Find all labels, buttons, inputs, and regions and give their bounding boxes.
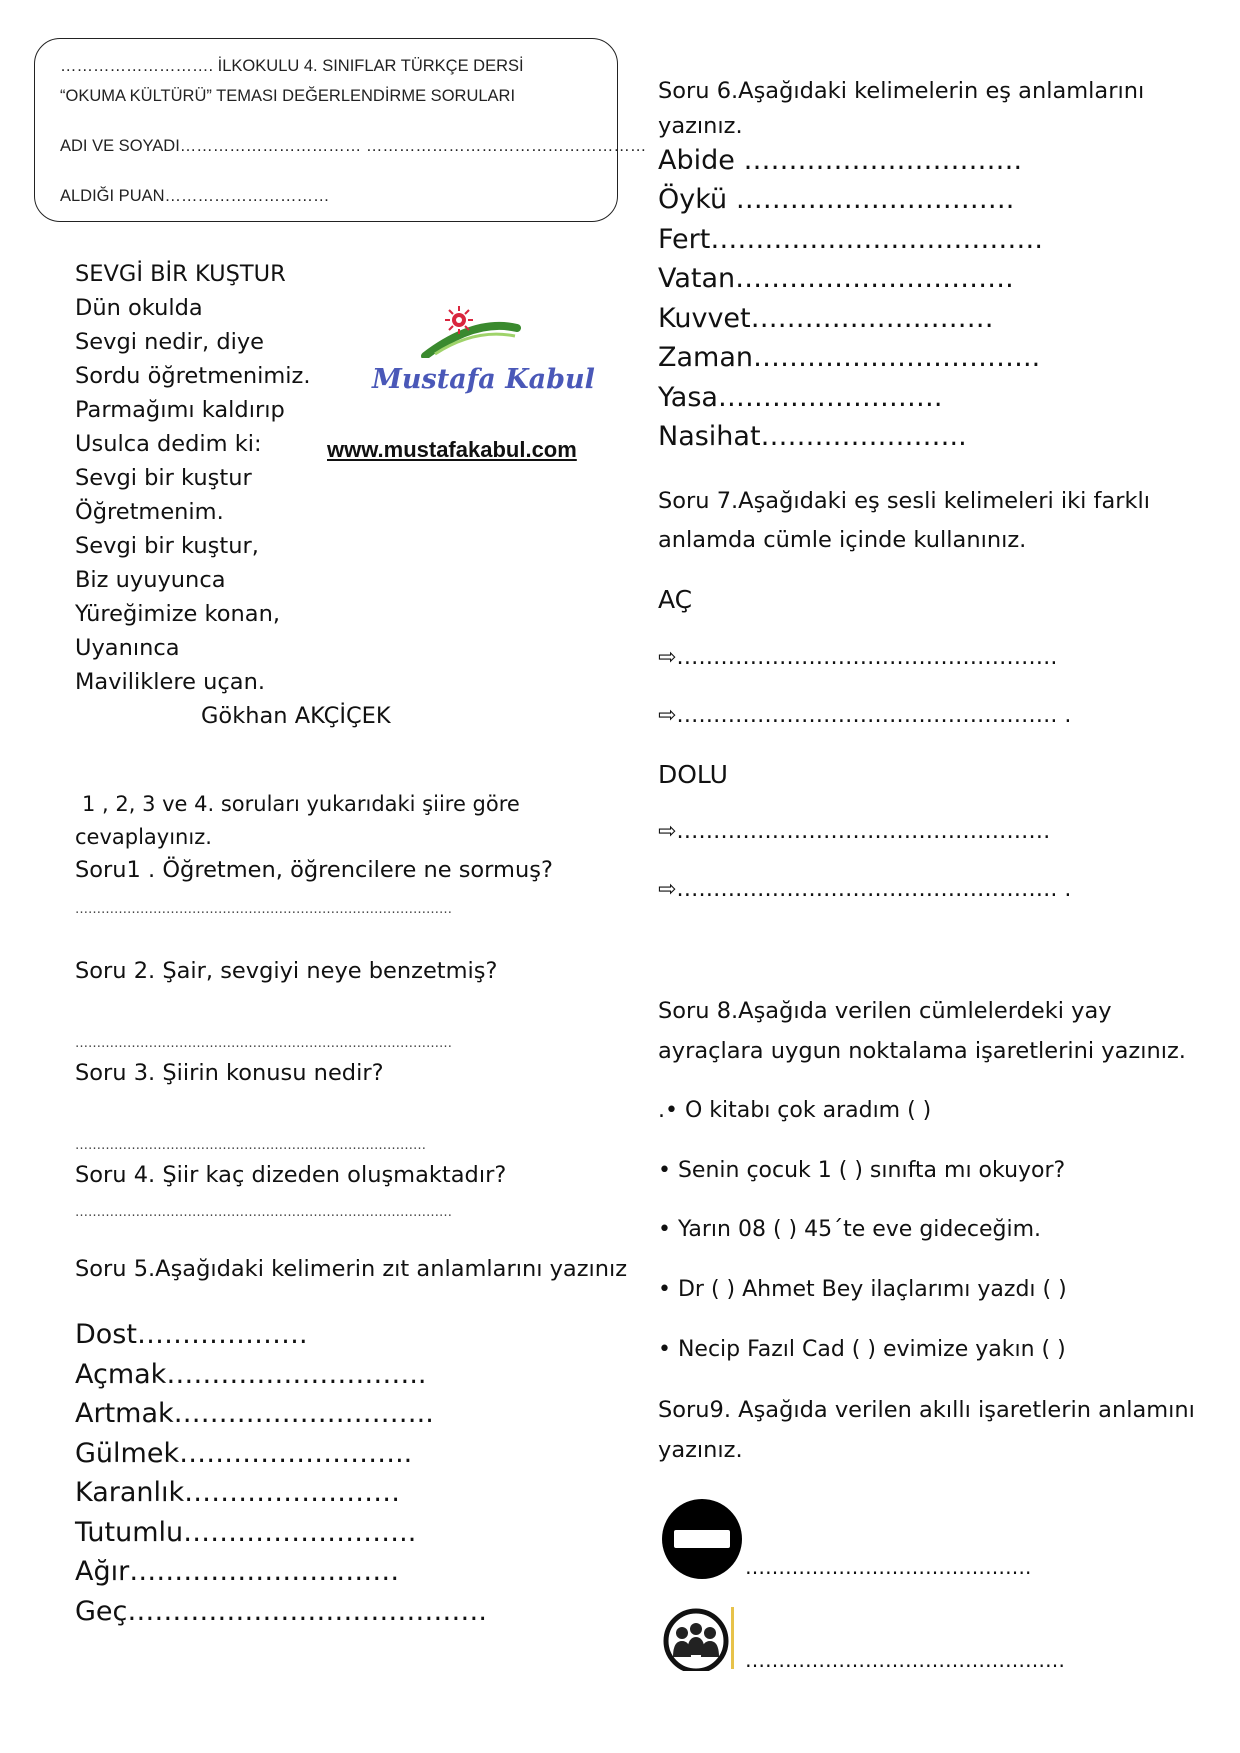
sign-answer-1[interactable]: ……………………………………. — [745, 1555, 1032, 1579]
poem-line: Maviliklere uçan. — [75, 669, 265, 695]
antonym-item[interactable]: Karanlık…………………… — [75, 1477, 401, 1508]
synonym-item[interactable]: Zaman………………………….. — [658, 342, 1041, 373]
poem-line: Sordu öğretmenimiz. — [75, 363, 311, 389]
antonym-item[interactable]: Gülmek…………………….. — [75, 1438, 413, 1469]
poem — [75, 257, 391, 733]
question-2: Soru 2. Şair, sevgiyi neye benzetmiş? — [75, 958, 498, 984]
punctuation-item[interactable]: • Necip Fazıl Cad ( ) evimize yakın ( ) — [658, 1337, 1066, 1362]
question-7: Soru 7.Aşağıdaki eş sesli kelimeleri iki farklı — [658, 488, 1151, 514]
synonym-item[interactable]: Vatan…………………………. — [658, 263, 1014, 294]
poem-line: Biz uyuyunca — [75, 567, 226, 593]
score-field[interactable]: ALDIĞI PUAN………………………… — [60, 187, 330, 205]
header-school-line: ………………………. İLKOKULU 4. SINIFLAR TÜRKÇE DERSİ — [60, 57, 524, 75]
poem-line: Sevgi nedir, diye — [75, 329, 265, 355]
answer-line-4[interactable]: …………………………………………………………………………… — [75, 1205, 452, 1220]
antonym-item[interactable]: Dost………………. — [75, 1319, 308, 1350]
no-entry-icon — [660, 1497, 744, 1581]
logo-text: Mustafa Kabul — [372, 364, 595, 395]
questions-intro-cont: cevaplayınız. — [75, 825, 212, 849]
question-1: Soru1 . Öğretmen, öğrencilere ne sormuş? — [75, 857, 553, 883]
punctuation-item[interactable]: • Senin çocuk 1 ( ) sınıfta mı okuyor? — [658, 1158, 1066, 1183]
questions-intro: 1 , 2, 3 ve 4. soruları yukarıdaki şiire göre — [82, 792, 520, 816]
antonym-item[interactable]: Geç…………………………………. — [75, 1596, 487, 1627]
antonym-item[interactable]: Açmak……………………….. — [75, 1359, 427, 1390]
poem-line: Yüreğimize konan, — [75, 601, 280, 627]
sentence-line[interactable]: ⇨……………………………………………. . — [658, 703, 1072, 728]
question-8: Soru 8.Aşağıda verilen cümlelerdeki yay — [658, 998, 1112, 1024]
question-5: Soru 5.Aşağıdaki kelimerin zıt anlamlarını yazınız — [75, 1256, 628, 1282]
sentence-line[interactable]: ⇨……………………………………………. . — [658, 877, 1072, 902]
punctuation-item[interactable]: .• O kitabı çok aradım ( ) — [658, 1098, 932, 1123]
homonym-ac: AÇ — [658, 585, 693, 614]
question-8-cont: ayraçlara uygun noktalama işaretlerini yazınız. — [658, 1038, 1186, 1064]
answer-line-1[interactable]: …………………………………………………………………………… — [75, 902, 452, 917]
poem-line: Öğretmenim. — [75, 499, 224, 525]
synonym-item[interactable]: Yasa……………………. — [658, 382, 943, 413]
poem-line: Parmağımı kaldırıp — [75, 397, 285, 423]
poem-title: SEVGİ BİR KUŞTUR — [75, 261, 286, 287]
flower-logo-icon — [415, 298, 525, 358]
question-6: Soru 6.Aşağıdaki kelimelerin eş anlamlarını — [658, 78, 1145, 104]
synonym-item[interactable]: Abide …………………………. — [658, 145, 1023, 176]
homonym-dolu: DOLU — [658, 760, 728, 789]
website-link[interactable]: www.mustafakabul.com — [327, 437, 577, 462]
poem-line: Sevgi bir kuştur, — [75, 533, 259, 559]
question-6-cont: yazınız. — [658, 113, 743, 139]
synonym-item[interactable]: Fert………………………………. — [658, 224, 1043, 255]
people-icon — [660, 1605, 736, 1671]
question-3: Soru 3. Şiirin konusu nedir? — [75, 1060, 384, 1086]
name-field[interactable]: ADI VE SOYADI…………………………… …………………………………………… — [60, 137, 647, 155]
punctuation-item[interactable]: • Dr ( ) Ahmet Bey ilaçlarımı yazdı ( ) — [658, 1277, 1067, 1302]
question-9-cont: yazınız. — [658, 1437, 743, 1463]
question-7-cont: anlamda cümle içinde kullanınız. — [658, 527, 1027, 553]
synonym-item[interactable]: Öykü …………………………. — [658, 184, 1015, 215]
antonym-item[interactable]: Artmak……………………….. — [75, 1398, 434, 1429]
poem-line: Uyanınca — [75, 635, 180, 661]
header-theme-line: “OKUMA KÜLTÜRÜ” TEMASI DEĞERLENDİRME SORULARI — [60, 87, 516, 105]
synonym-item[interactable]: Nasihat………………….. — [658, 421, 967, 452]
poem-line: Sevgi bir kuştur — [75, 465, 252, 491]
answer-line-3[interactable]: ……………………………………………………………………… — [75, 1138, 426, 1153]
synonym-item[interactable]: Kuvvet……………………… — [658, 303, 994, 334]
antonym-item[interactable]: Tutumlu…………………….. — [75, 1517, 417, 1548]
question-4: Soru 4. Şiir kaç dizeden oluşmaktadır? — [75, 1162, 507, 1188]
antonym-item[interactable]: Ağır………………………… — [75, 1556, 400, 1587]
punctuation-item[interactable]: • Yarın 08 ( ) 45´te eve gideceğim. — [658, 1217, 1042, 1242]
sign-answer-2[interactable]: ………………………………………… — [745, 1648, 1065, 1672]
sentence-line[interactable]: ⇨…………………………………………… — [658, 819, 1051, 844]
poem-line: Usulca dedim ki: — [75, 431, 262, 457]
question-9: Soru9. Aşağıda verilen akıllı işaretlerin anlamını — [658, 1397, 1195, 1423]
sentence-line[interactable]: ⇨……………………………………………. — [658, 645, 1058, 670]
poem-line: Dün okulda — [75, 295, 203, 321]
poem-author: Gökhan AKÇİÇEK — [201, 703, 391, 729]
answer-line-2[interactable]: …………………………………………………………………………… — [75, 1036, 452, 1051]
